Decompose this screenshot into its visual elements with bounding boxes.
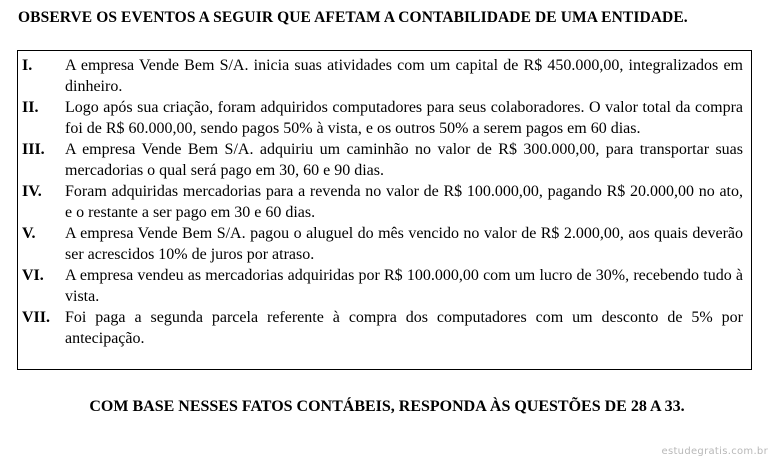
watermark: estudegratis.com.br (661, 446, 768, 457)
event-item-5 (22, 223, 743, 265)
event-text: A empresa Vende Bem S/A. inicia suas atividades com um capital de R$ 450.000,00, integralizados em dinheiro. (65, 57, 743, 95)
event-item-6 (22, 265, 743, 307)
event-number: VI. (22, 267, 44, 284)
instruction-text: COM BASE NESSES FATOS CONTÁBEIS, RESPONDA ÀS QUESTÕES DE 28 A 33. (89, 398, 685, 415)
event-text: Logo após sua criação, foram adquiridos computadores para seus colaboradores. O valor total da compra foi de R$ 60.000,00, sendo pagos 50% à vista, e os outros 50% a serem pagos em 60 dias. (65, 99, 743, 137)
event-number: VII. (22, 309, 51, 326)
event-number: II. (22, 99, 39, 116)
event-text: Foram adquiridas mercadorias para a revenda no valor de R$ 100.000,00, pagando R$ 20.000,00 no ato, e o restante a ser pago em 30 e 60 dias. (65, 183, 743, 221)
event-text: Foi paga a segunda parcela referente à compra dos computadores com um desconto de 5% por antecipação. (65, 309, 743, 347)
event-item-1 (22, 55, 743, 97)
event-number: I. (22, 57, 33, 74)
event-item-3 (22, 139, 743, 181)
events-list (17, 50, 752, 370)
page-heading: OBSERVE OS EVENTOS A SEGUIR QUE AFETAM A CONTABILIDADE DE UMA ENTIDADE. (18, 9, 688, 26)
event-number: IV. (22, 183, 42, 200)
event-item-4 (22, 181, 743, 223)
event-number: III. (22, 141, 45, 158)
event-item-2 (22, 97, 743, 139)
event-text: A empresa Vende Bem S/A. adquiriu um caminhão no valor de R$ 300.000,00, para transportar suas mercadorias o qual será pago em 30, 60 e 90 dias. (65, 141, 743, 179)
event-item-7 (22, 307, 743, 349)
event-number: V. (22, 225, 36, 242)
event-text: A empresa vendeu as mercadorias adquiridas por R$ 100.000,00 com um lucro de 30%, recebendo tudo à vista. (65, 267, 743, 305)
event-text: A empresa Vende Bem S/A. pagou o aluguel do mês vencido no valor de R$ 2.000,00, aos quais deverão ser acrescidos 10% de juros por atraso. (65, 225, 743, 263)
